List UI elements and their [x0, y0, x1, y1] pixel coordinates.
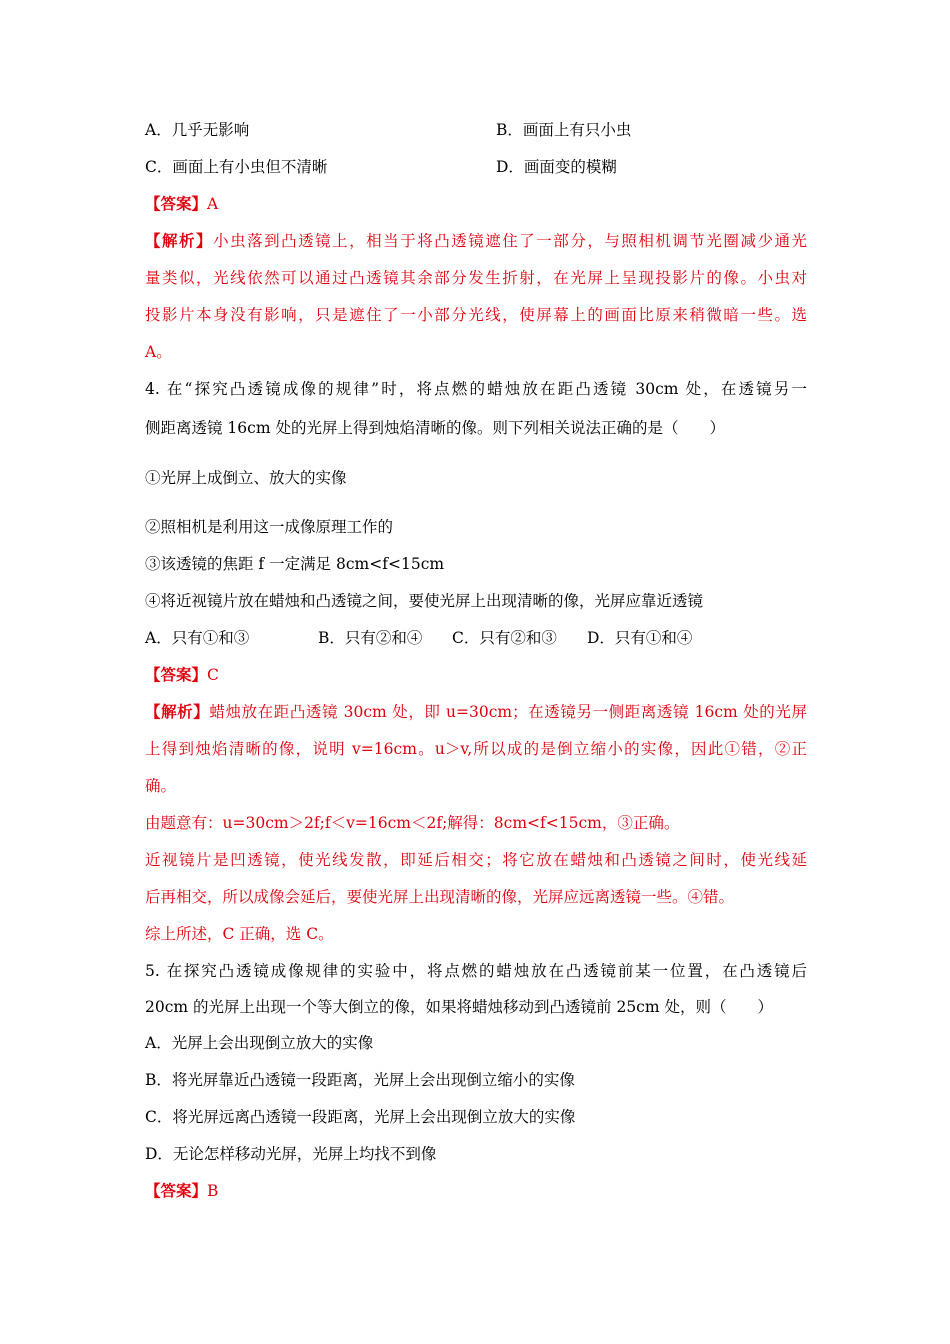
q4-analysis-line-1: 【解析】蜡烛放在距凸透镜 30cm 处，即 u=30cm；在透镜另一侧距离透镜 16cm 处的光屏	[145, 702, 807, 721]
q4-option-d: D．只有①和④	[587, 629, 693, 647]
q5-option-d: D．无论怎样移动光屏，光屏上均找不到像	[145, 1145, 437, 1163]
q3-analysis-line-4: A。	[145, 343, 172, 361]
q5-answer	[145, 1180, 218, 1202]
q4-analysis-line-3: 确。	[145, 777, 177, 795]
analysis-tag: 【解析】	[145, 231, 214, 250]
answer-tag: 【答案】	[145, 665, 208, 684]
q4-analysis-line-5: 近视镜片是凹透镜，使光线发散，即延后相交；将它放在蜡烛和凸透镜之间时，使光线延	[145, 851, 807, 869]
q4-analysis-line-2: 上得到烛焰清晰的像，说明 v=16cm。u＞v,所以成的是倒立缩小的实像，因此①错，②正	[145, 740, 807, 758]
q4-analysis-line-4: 由题意有：u=30cm＞2f;f＜v=16cm＜2f;解得：8cm<f<15cm，③正确。	[145, 814, 680, 832]
q5-option-a: A．光屏上会出现倒立放大的实像	[145, 1034, 374, 1052]
answer-value: C	[207, 666, 219, 684]
answer-tag: 【答案】	[145, 194, 208, 213]
q3-answer	[145, 193, 218, 215]
answer-value: A	[207, 195, 219, 213]
q5-stem-line-1: 5. 在探究凸透镜成像规律的实验中，将点燃的蜡烛放在凸透镜前某一位置，在凸透镜后	[145, 962, 807, 980]
q4-stem-line-2: 侧距离透镜 16cm 处的光屏上得到烛焰清晰的像。则下列相关说法正确的是（ ）	[145, 419, 725, 437]
q3-option-c: C．画面上有小虫但不清晰	[145, 158, 328, 176]
q4-statement-3: ③该透镜的焦距 f 一定满足 8cm<f<15cm	[145, 555, 445, 573]
q4-statement-1: ①光屏上成倒立、放大的实像	[145, 469, 347, 487]
q4-option-b: B．只有②和④	[318, 629, 423, 647]
q3-option-a: A．几乎无影响	[145, 121, 250, 139]
answer-value: B	[207, 1182, 219, 1200]
q3-analysis-line-3: 投影片本身没有影响，只是遮住了一小部分光线，使屏幕上的画面比原来稍微暗一些。选	[145, 306, 807, 324]
answer-tag: 【答案】	[145, 1181, 208, 1200]
q3-analysis-line-2: 量类似，光线依然可以通过凸透镜其余部分发生折射，在光屏上呈现投影片的像。小虫对	[145, 269, 807, 287]
q3-option-d: D．画面变的模糊	[496, 158, 617, 176]
q4-stem-line-1: 4. 在“探究凸透镜成像的规律”时，将点燃的蜡烛放在距凸透镜 30cm 处，在透镜另一	[145, 380, 807, 398]
q5-stem-line-2: 20cm 的光屏上出现一个等大倒立的像，如果将蜡烛移动到凸透镜前 25cm 处，则（ ）	[145, 998, 773, 1016]
q3-option-b: B．画面上有只小虫	[496, 121, 632, 139]
q5-option-b: B．将光屏靠近凸透镜一段距离，光屏上会出现倒立缩小的实像	[145, 1071, 575, 1089]
q4-statement-4: ④将近视镜片放在蜡烛和凸透镜之间，要使光屏上出现清晰的像，光屏应靠近透镜	[145, 592, 704, 610]
q4-option-a: A．只有①和③	[145, 629, 250, 647]
q4-option-c: C．只有②和③	[452, 629, 557, 647]
q5-option-c: C．将光屏远离凸透镜一段距离，光屏上会出现倒立放大的实像	[145, 1108, 576, 1126]
analysis-tag: 【解析】	[145, 702, 210, 721]
q3-analysis-line-1: 【解析】小虫落到凸透镜上，相当于将凸透镜遮住了一部分，与照相机调节光圈减少通光	[145, 231, 807, 250]
q4-answer	[145, 664, 219, 686]
q4-analysis-line-7: 综上所述，C 正确，选 C。	[145, 925, 334, 943]
q4-statement-2: ②照相机是利用这一成像原理工作的	[145, 518, 394, 536]
q4-analysis-line-6: 后再相交，所以成像会延后，要使光屏上出现清晰的像，光屏应远离透镜一些。④错。	[145, 888, 735, 906]
